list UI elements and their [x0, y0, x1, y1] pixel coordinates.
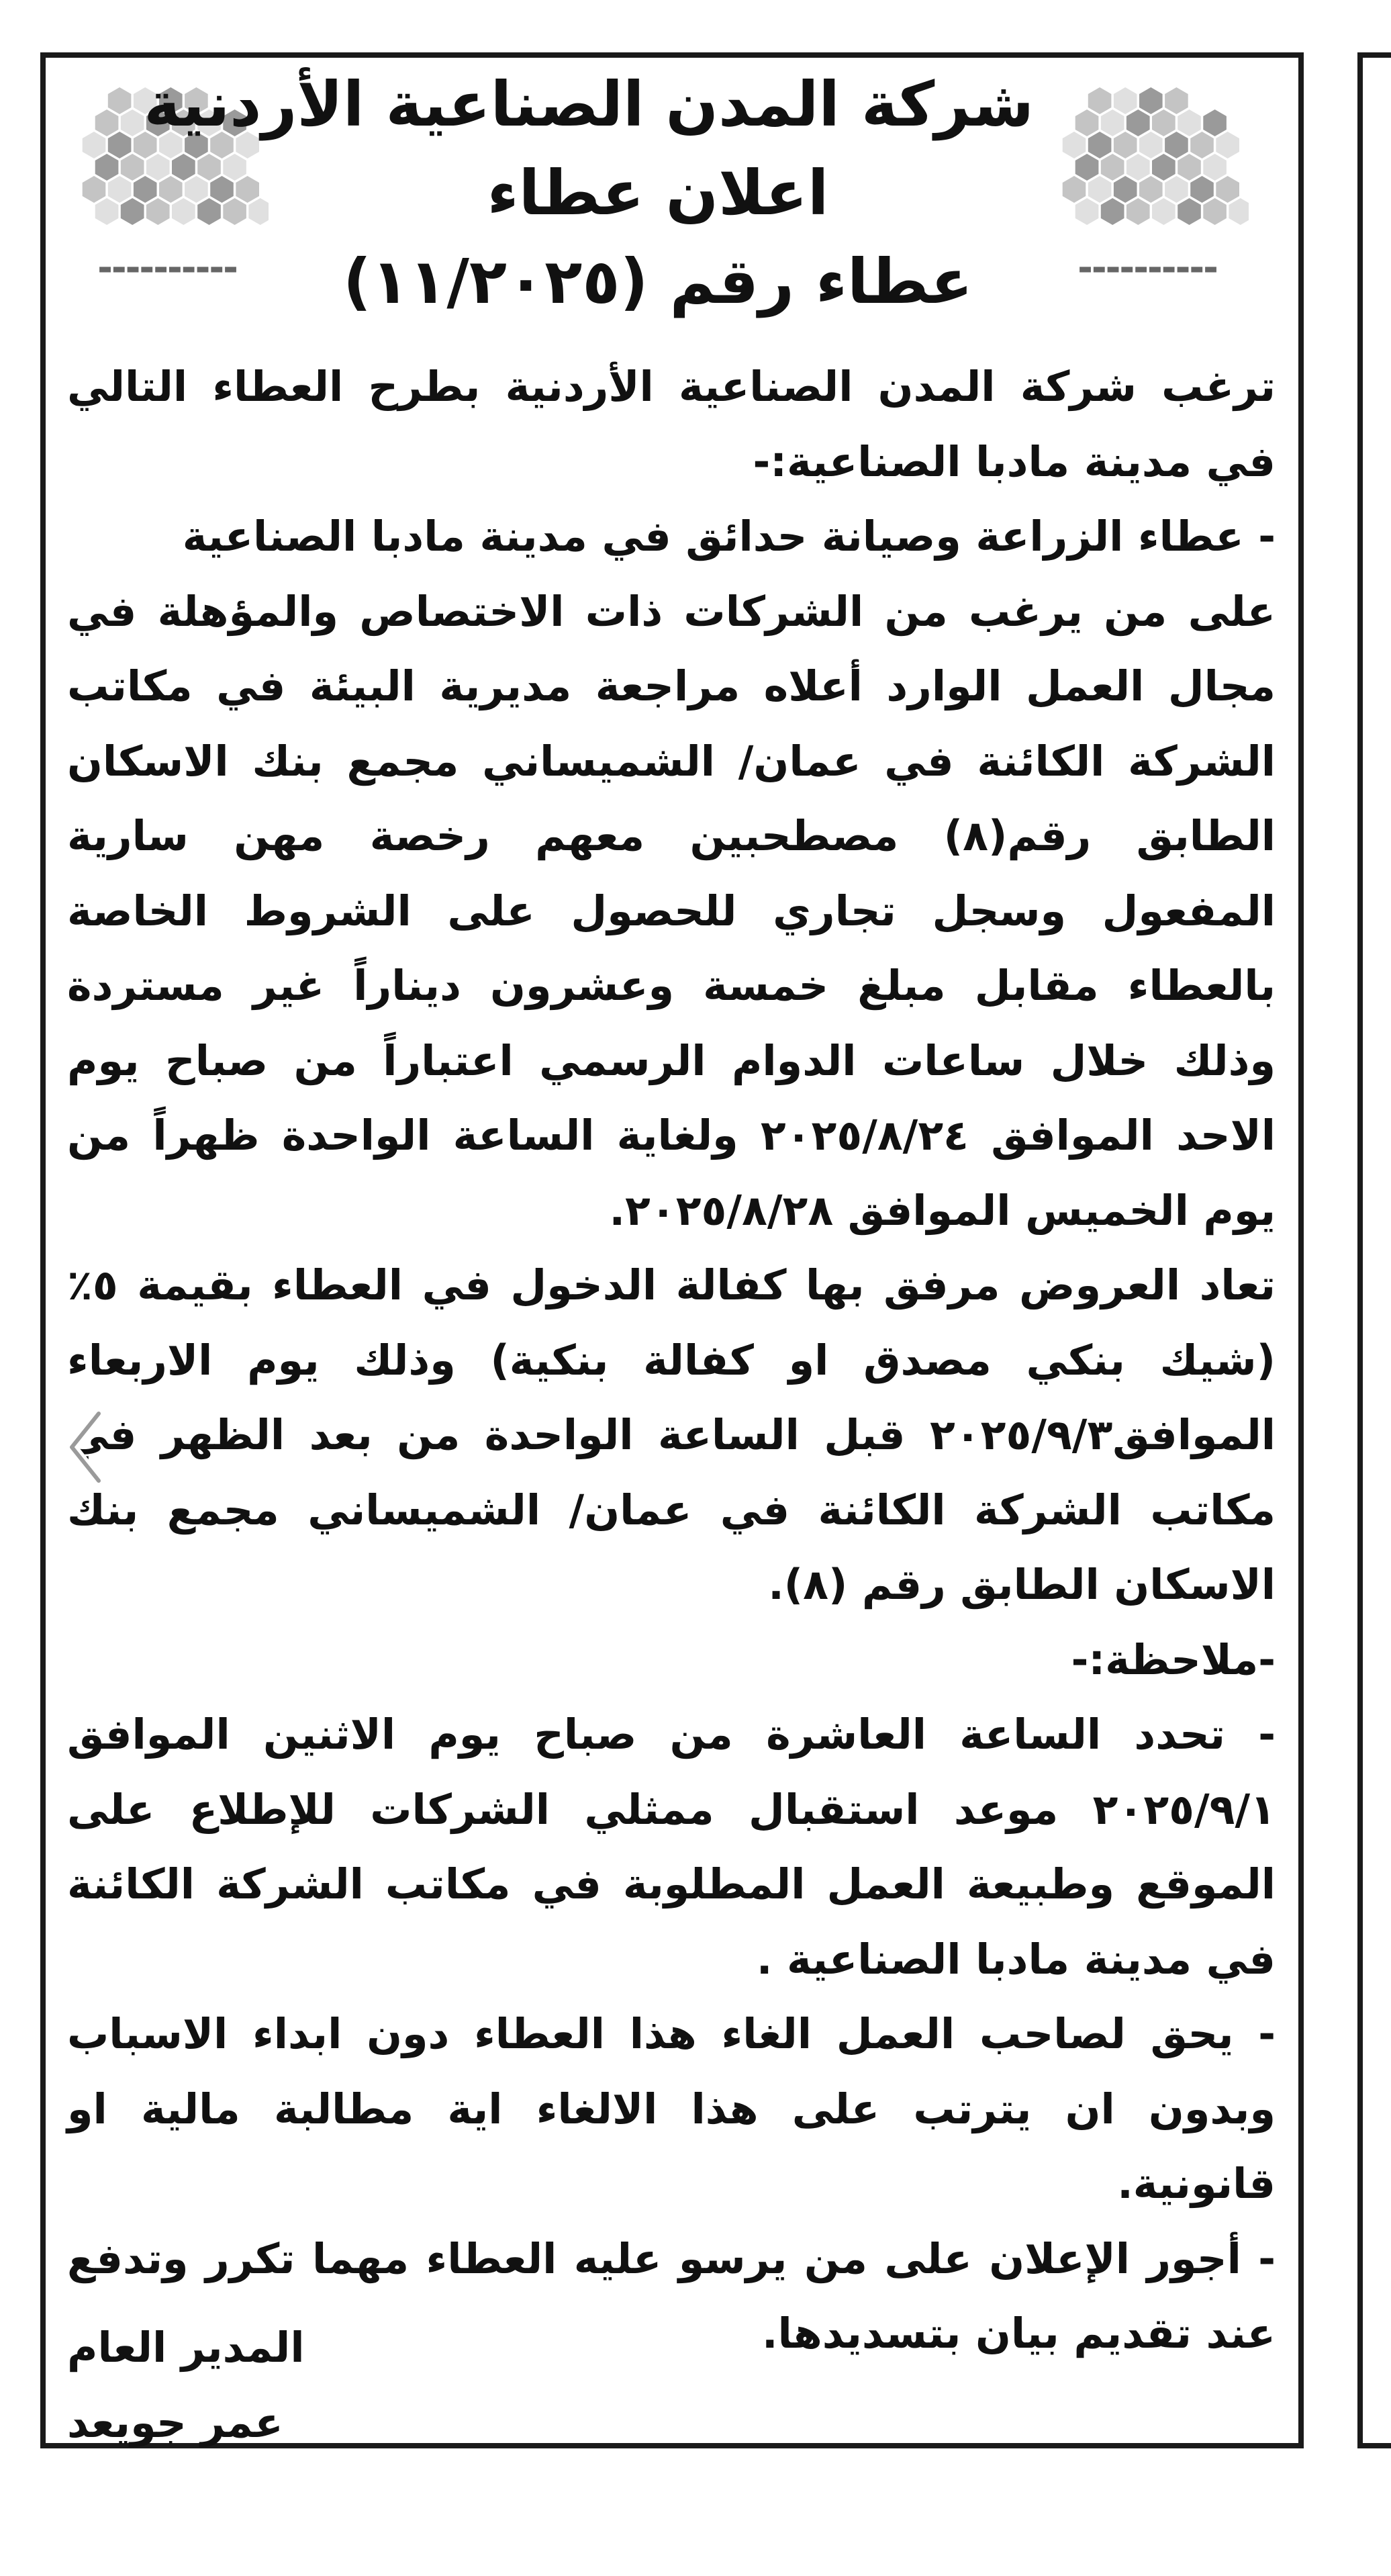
logo-hexagon [1088, 87, 1112, 114]
logo-hexagon [1203, 198, 1227, 225]
logo-hexagon [1114, 132, 1137, 158]
logo-hexagon [1203, 154, 1227, 181]
company-logo-right [1047, 54, 1249, 322]
announcement-body [67, 349, 1276, 2371]
note-cancellation: - يحق لصاحب العمل الغاء هذا العطاء دون ابداء الاسباب وبدون ان يترتب على هذا الالغاء اية مطالبة مالية او قانونية. [67, 2009, 1276, 2208]
logo-hexagon [185, 176, 208, 203]
logo-hexagon [95, 198, 119, 225]
announcement-title: اعلان عطاء [487, 157, 829, 229]
logo-hexagon [146, 198, 170, 225]
logo-hexagon [1063, 132, 1086, 158]
logo-hexagon [121, 109, 144, 136]
logo-hexagon [1139, 176, 1163, 203]
logo-hexagon [1101, 154, 1124, 181]
logo-hexagon [1088, 132, 1112, 158]
logo-hexagon [172, 198, 195, 225]
logo-hexagon [1216, 132, 1239, 158]
logo-hexagon [1190, 176, 1214, 203]
logo-hexagon [1126, 198, 1150, 225]
logo-hexagon [1126, 109, 1150, 136]
logo-caption: ▬▬▬▬▬▬▬▬▬▬ [98, 261, 238, 277]
logo-hexagon [223, 154, 246, 181]
tender-number: عطاء رقم (١١/٢٠٢٥) [342, 246, 973, 318]
logo-hexagon [1075, 154, 1099, 181]
logo-hexagon [1126, 154, 1150, 181]
note-heading: -ملاحظة:- [1071, 1635, 1276, 1684]
logo-hexagon [1152, 154, 1176, 181]
submission-paragraph: تعاد العروض مرفق بها كفالة الدخول في العطاء بقيمة ٥٪ (شيك بنكي مصدق او كفالة بنكية) وذلك يوم الاربعاء الموافق٢٠٢٥/٩/٣ قبل الساعة الواحدة من بعد الظهر في مكاتب الشركة الكائنة في عمان/ الشميساني مجمع بنك الاسكان الطابق رقم (٨). [67, 1260, 1276, 1609]
logo-hexagon [1165, 132, 1188, 158]
logo-hexagon [1178, 154, 1201, 181]
logo-hexagon [121, 154, 144, 181]
logo-hexagon [108, 87, 132, 114]
logo-hexagon [1063, 176, 1086, 203]
logo-hexagon [1152, 109, 1176, 136]
logo-hexagon [172, 154, 195, 181]
logo-hexagon [1075, 109, 1099, 136]
logo-hexagon [83, 176, 106, 203]
logo-hexagon [1165, 87, 1188, 114]
logo-hexagon [1190, 132, 1214, 158]
logo-hexagon [1178, 198, 1201, 225]
logo-hexagon [83, 132, 106, 158]
logo-caption: ▬▬▬▬▬▬▬▬▬▬ [1078, 261, 1218, 277]
logo-hexagon [197, 198, 221, 225]
logo-hexagon [146, 154, 170, 181]
previous-page-button[interactable] [62, 1404, 109, 1491]
logo-hexagon [1114, 87, 1137, 114]
note-site-visit: - تحدد الساعة العاشرة من صباح يوم الاثنين الموافق ٢٠٢٥/٩/١ موعد استقبال ممثلي الشركات للإطلاع على الموقع وطبيعة العمل المطلوبة في مكاتب الشركة الكائنة في مدينة مادبا الصناعية . [67, 1710, 1276, 1984]
signatory-name: عمر جويعد [67, 2397, 283, 2447]
logo-hexagon [1152, 198, 1176, 225]
logo-hexagon [95, 109, 119, 136]
logo-hexagon [197, 154, 221, 181]
signature-block [67, 2310, 305, 2460]
logo-hexagon [1178, 109, 1201, 136]
logo-hexagon [1139, 132, 1163, 158]
logo-hexagon [1114, 176, 1137, 203]
logo-hexagon [223, 198, 246, 225]
logo-hexagon [1229, 198, 1249, 225]
logo-hexagon [95, 154, 119, 181]
announcement-header [144, 60, 1034, 326]
intro-paragraph: ترغب شركة المدن الصناعية الأردنية بطرح العطاء التالي في مدينة مادبا الصناعية:- [67, 362, 1276, 486]
logo-hexagon [1101, 198, 1124, 225]
logo-hexagon [134, 176, 157, 203]
logo-hexagon [108, 176, 132, 203]
note-advertising-fees: - أجور الإعلان على من يرسو عليه العطاء مهما تكرر وتدفع عند تقديم بيان بتسديدها. [67, 2234, 1276, 2358]
next-announcement-frame [1357, 52, 1391, 2448]
logo-hexagon [108, 132, 132, 158]
logo-hexagon [1101, 109, 1124, 136]
instructions-paragraph: على من يرغب من الشركات ذات الاختصاص والمؤهلة في مجال العمل الوارد أعلاه مراجعة مديرية البيئة في مكاتب الشركة الكائنة في عمان/ الشميساني مجمع بنك الاسكان الطابق رقم(٨) مصطحبين معهم رخصة مهن سارية المفعول وسجل تجاري للحصول على الشروط الخاصة بالعطاء مقابل مبلغ خمسة وعشرون ديناراً غير مستردة وذلك خلال ساعات الدوام الرسمي اعتباراً من صباح يوم الاحد الموافق ٢٠٢٥/٨/٢٤ ولغاية الساعة الواحدة ظهراً من يوم الخميس الموافق ٢٠٢٥/٨/٢٨. [67, 586, 1276, 1235]
logo-hexagon [1088, 176, 1112, 203]
tender-item: - عطاء الزراعة وصيانة حدائق في مدينة مادبا الصناعية [182, 512, 1276, 561]
logo-hexagon [1216, 176, 1239, 203]
logo-hexagon [121, 198, 144, 225]
logo-hexagon [236, 176, 259, 203]
logo-hexagon [248, 198, 269, 225]
chevron-left-icon [62, 1404, 109, 1491]
logo-hexagon [1165, 176, 1188, 203]
logo-hexagon [1075, 198, 1099, 225]
logo-hexagon [1203, 109, 1227, 136]
company-name: شركة المدن الصناعية الأردنية [144, 68, 1034, 140]
hexagon-logo-icon [1047, 54, 1249, 255]
logo-hexagon [159, 176, 183, 203]
logo-hexagon [210, 176, 234, 203]
signatory-title: المدير العام [67, 2323, 305, 2372]
logo-hexagon [1139, 87, 1163, 114]
